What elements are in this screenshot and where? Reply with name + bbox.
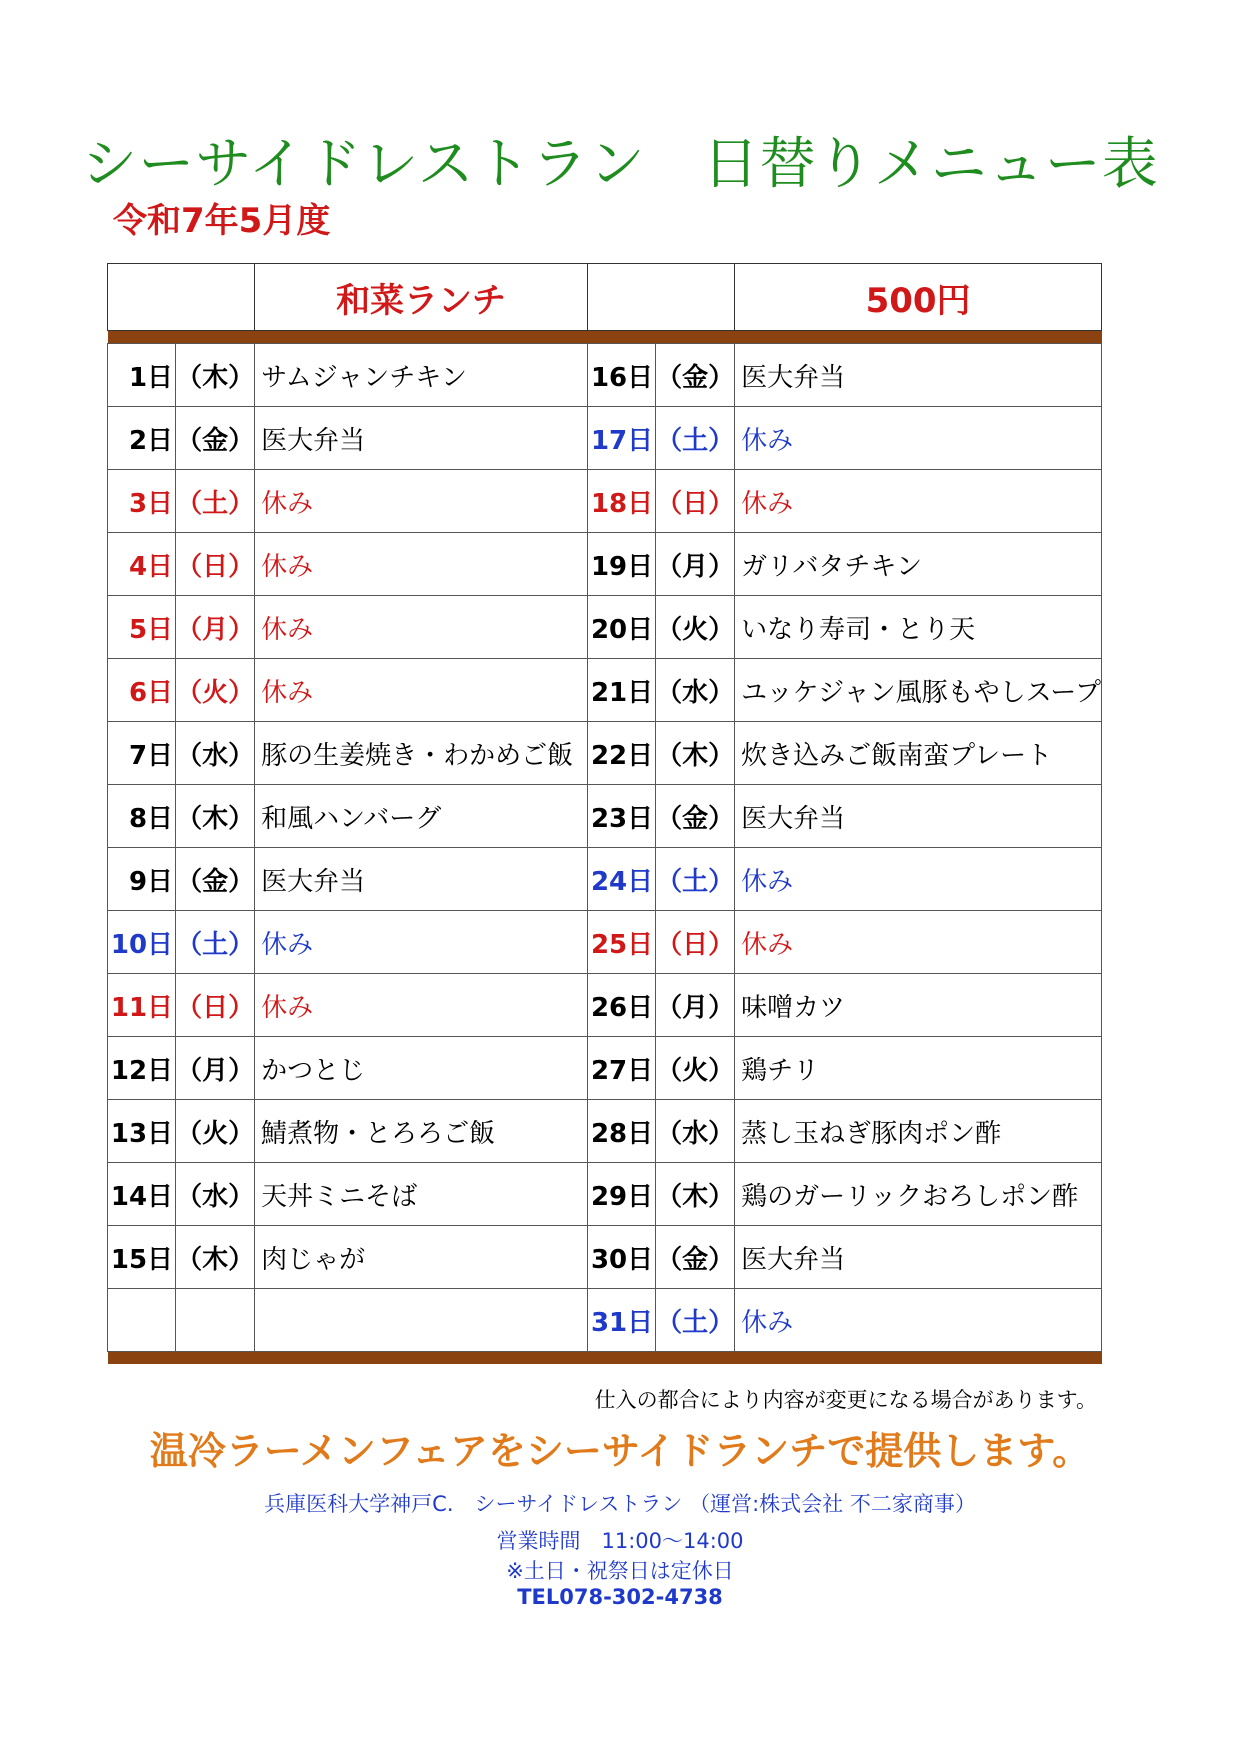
left-weekday-cell: （月） [176, 1037, 255, 1100]
table-bottom-band [108, 1352, 1102, 1365]
table-row [108, 533, 1102, 596]
table-row [108, 1163, 1102, 1226]
right-weekday-cell: （金） [656, 344, 735, 407]
left-weekday-cell: （木） [176, 1226, 255, 1289]
table-row [108, 596, 1102, 659]
left-day-cell [108, 1289, 176, 1352]
left-menu-item-cell: 豚の生姜焼き・わかめご飯 [255, 722, 588, 785]
table-row [108, 1100, 1102, 1163]
left-menu-item-cell: 医大弁当 [255, 407, 588, 470]
right-day-cell: 28日 [588, 1100, 656, 1163]
left-menu-item-cell: 医大弁当 [255, 848, 588, 911]
footer-hours: 営業時間 11:00～14:00 [496, 1529, 744, 1553]
right-weekday-cell: （日） [656, 470, 735, 533]
right-menu-item-cell: 鶏チリ [735, 1037, 1102, 1100]
table-row [108, 911, 1102, 974]
left-menu-item-cell: 休み [255, 659, 588, 722]
right-day-cell: 19日 [588, 533, 656, 596]
footer-phone: TEL078-302-4738 [517, 1585, 723, 1609]
left-menu-item-cell: かつとじ [255, 1037, 588, 1100]
right-menu-item-cell: 休み [735, 470, 1102, 533]
right-weekday-cell: （月） [656, 533, 735, 596]
left-day-cell: 13日 [108, 1100, 176, 1163]
right-day-cell: 20日 [588, 596, 656, 659]
left-day-cell: 14日 [108, 1163, 176, 1226]
table-row [108, 974, 1102, 1037]
left-day-cell: 12日 [108, 1037, 176, 1100]
header-divider-band [108, 331, 1102, 344]
left-menu-item-cell: 和風ハンバーグ [255, 785, 588, 848]
left-weekday-cell [176, 1289, 255, 1352]
left-day-cell: 7日 [108, 722, 176, 785]
header-empty-cell [588, 264, 735, 331]
left-weekday-cell: （金） [176, 407, 255, 470]
right-day-cell: 24日 [588, 848, 656, 911]
right-menu-item-cell: 医大弁当 [735, 1226, 1102, 1289]
left-day-cell: 5日 [108, 596, 176, 659]
right-weekday-cell: （水） [656, 1100, 735, 1163]
right-menu-item-cell: ユッケジャン風豚もやしスープ [735, 659, 1102, 722]
table-row [108, 848, 1102, 911]
right-weekday-cell: （木） [656, 722, 735, 785]
month-label: 令和7年5月度 [113, 201, 331, 241]
menu-table [107, 263, 1102, 1364]
left-menu-item-cell: サムジャンチキン [255, 344, 588, 407]
left-weekday-cell: （金） [176, 848, 255, 911]
right-weekday-cell: （木） [656, 1163, 735, 1226]
right-weekday-cell: （金） [656, 1226, 735, 1289]
right-day-cell: 17日 [588, 407, 656, 470]
left-weekday-cell: （水） [176, 1163, 255, 1226]
left-weekday-cell: （火） [176, 659, 255, 722]
right-day-cell: 31日 [588, 1289, 656, 1352]
left-weekday-cell: （月） [176, 596, 255, 659]
left-day-cell: 6日 [108, 659, 176, 722]
right-menu-item-cell: 休み [735, 407, 1102, 470]
table-row [108, 470, 1102, 533]
right-day-cell: 18日 [588, 470, 656, 533]
right-weekday-cell: （日） [656, 911, 735, 974]
right-menu-item-cell: ガリバタチキン [735, 533, 1102, 596]
right-weekday-cell: （月） [656, 974, 735, 1037]
right-day-cell: 30日 [588, 1226, 656, 1289]
left-day-cell: 15日 [108, 1226, 176, 1289]
right-day-cell: 25日 [588, 911, 656, 974]
footer-closed-days: ※土日・祝祭日は定休日 [506, 1559, 734, 1583]
right-day-cell: 29日 [588, 1163, 656, 1226]
right-menu-item-cell: 炊き込みご飯南蛮プレート [735, 722, 1102, 785]
right-menu-item-cell: 休み [735, 911, 1102, 974]
left-day-cell: 3日 [108, 470, 176, 533]
left-day-cell: 4日 [108, 533, 176, 596]
left-menu-item-cell: 休み [255, 470, 588, 533]
table-row [108, 785, 1102, 848]
page-title: シーサイドレストラン 日替りメニュー表 [81, 132, 1159, 197]
left-weekday-cell: （日） [176, 533, 255, 596]
change-notice: 仕入の都合により内容が変更になる場合があります。 [594, 1388, 1097, 1412]
table-row [108, 659, 1102, 722]
right-day-cell: 23日 [588, 785, 656, 848]
left-weekday-cell: （火） [176, 1100, 255, 1163]
right-day-cell: 22日 [588, 722, 656, 785]
right-menu-item-cell: 休み [735, 848, 1102, 911]
table-row [108, 1289, 1102, 1352]
left-menu-item-cell: 休み [255, 596, 588, 659]
left-menu-item-cell: 鯖煮物・とろろご飯 [255, 1100, 588, 1163]
left-menu-item-cell: 休み [255, 974, 588, 1037]
right-menu-item-cell: 蒸し玉ねぎ豚肉ポン酢 [735, 1100, 1102, 1163]
price-header: 500円 [735, 264, 1102, 331]
table-row [108, 1226, 1102, 1289]
left-menu-item-cell [255, 1289, 588, 1352]
right-weekday-cell: （土） [656, 407, 735, 470]
left-day-cell: 8日 [108, 785, 176, 848]
right-day-cell: 21日 [588, 659, 656, 722]
table-row [108, 344, 1102, 407]
right-weekday-cell: （土） [656, 1289, 735, 1352]
left-weekday-cell: （木） [176, 344, 255, 407]
right-menu-item-cell: いなり寿司・とり天 [735, 596, 1102, 659]
left-menu-item-cell: 休み [255, 533, 588, 596]
right-weekday-cell: （土） [656, 848, 735, 911]
table-row [108, 1037, 1102, 1100]
promo-banner: 温冷ラーメンフェアをシーサイドランチで提供します。 [149, 1429, 1091, 1473]
right-weekday-cell: （火） [656, 1037, 735, 1100]
left-day-cell: 9日 [108, 848, 176, 911]
right-menu-item-cell: 味噌カツ [735, 974, 1102, 1037]
left-weekday-cell: （土） [176, 911, 255, 974]
right-weekday-cell: （水） [656, 659, 735, 722]
footer-operator: 兵庫医科大学神戸C. シーサイドレストラン （運営:株式会社 不二家商事） [264, 1492, 976, 1516]
left-weekday-cell: （土） [176, 470, 255, 533]
left-day-cell: 11日 [108, 974, 176, 1037]
right-menu-item-cell: 医大弁当 [735, 344, 1102, 407]
menu-name-header: 和菜ランチ [255, 264, 588, 331]
right-menu-item-cell: 医大弁当 [735, 785, 1102, 848]
right-day-cell: 16日 [588, 344, 656, 407]
table-row [108, 722, 1102, 785]
right-menu-item-cell: 休み [735, 1289, 1102, 1352]
left-weekday-cell: （水） [176, 722, 255, 785]
left-day-cell: 1日 [108, 344, 176, 407]
table-row [108, 407, 1102, 470]
left-day-cell: 10日 [108, 911, 176, 974]
left-weekday-cell: （日） [176, 974, 255, 1037]
left-menu-item-cell: 肉じゃが [255, 1226, 588, 1289]
right-weekday-cell: （金） [656, 785, 735, 848]
left-day-cell: 2日 [108, 407, 176, 470]
right-weekday-cell: （火） [656, 596, 735, 659]
left-menu-item-cell: 休み [255, 911, 588, 974]
right-day-cell: 27日 [588, 1037, 656, 1100]
right-menu-item-cell: 鶏のガーリックおろしポン酢 [735, 1163, 1102, 1226]
right-day-cell: 26日 [588, 974, 656, 1037]
header-empty-cell [108, 264, 255, 331]
left-menu-item-cell: 天丼ミニそば [255, 1163, 588, 1226]
table-header-row [108, 264, 1102, 331]
left-weekday-cell: （木） [176, 785, 255, 848]
